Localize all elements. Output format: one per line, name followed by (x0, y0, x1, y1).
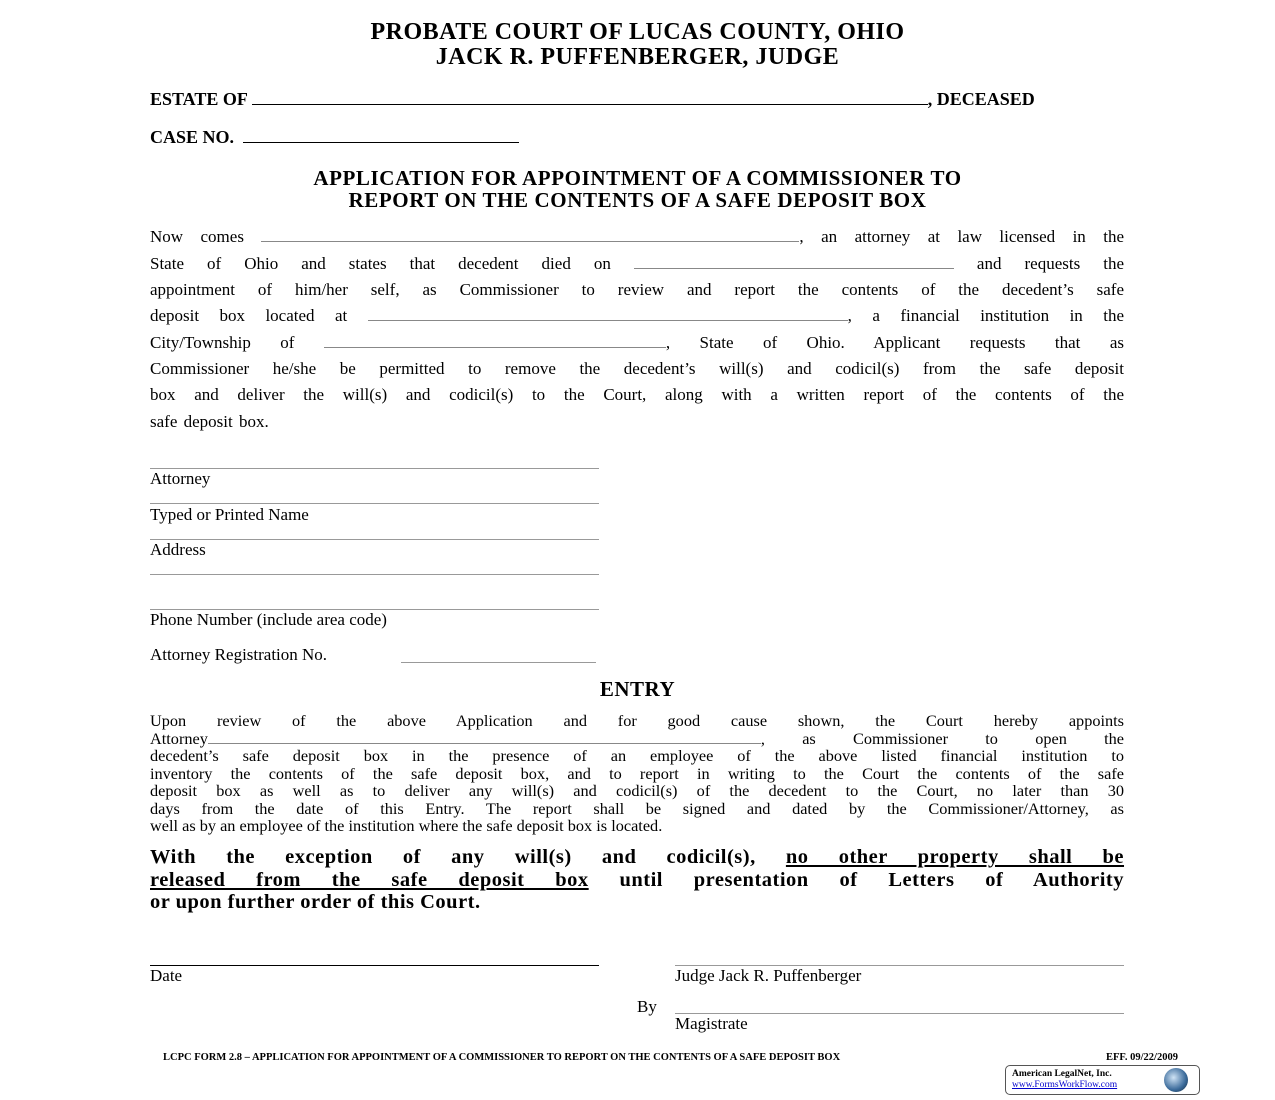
court-name: PROBATE COURT OF LUCAS COUNTY, OHIO (370, 19, 905, 45)
registration-label: Attorney Registration No. (150, 645, 328, 664)
text: deposit box located at (150, 306, 348, 325)
estate-line (150, 89, 1035, 110)
text: City/Township of (150, 333, 295, 352)
attorney-label: Attorney (150, 469, 211, 488)
typed-name-label: Typed or Printed Name (150, 505, 309, 524)
estate-label: ESTATE OF (150, 89, 248, 109)
text: Attorney (150, 729, 208, 748)
address-field[interactable] (150, 539, 599, 540)
attorney-name-field[interactable] (261, 228, 799, 242)
text: released from the safe deposit box (150, 869, 589, 891)
text: , State of Ohio. Applicant requests that as (665, 333, 1124, 352)
text: Now comes (150, 227, 244, 246)
address-label: Address (150, 540, 206, 559)
city-township-field[interactable] (324, 334, 666, 348)
judge-name: JACK R. PUFFENBERGER, JUDGE (435, 44, 840, 70)
registration-field[interactable] (401, 662, 596, 663)
institution-field[interactable] (368, 307, 848, 321)
text: deposit box as well as to deliver any will(s) and codicil(s) of the decedent to the Court, no later than 30 (150, 781, 1124, 800)
phone-label: Phone Number (include area code) (150, 610, 387, 629)
address-field-2[interactable] (150, 574, 599, 575)
date-field[interactable] (150, 965, 599, 966)
form-footer: LCPC FORM 2.8 – APPLICATION FOR APPOINTMENT OF A COMMISSIONER TO REPORT ON THE CONTENTS OF A SAFE DEPOSIT BOX (163, 1052, 841, 1063)
logo-company: American LegalNet, Inc. (1012, 1069, 1112, 1079)
judge-label: Judge Jack R. Puffenberger (675, 966, 862, 985)
commissioner-field[interactable] (208, 730, 761, 744)
text: until presentation of Letters of Authority (619, 869, 1125, 891)
text: or upon further order of this Court. (150, 891, 481, 913)
text: , as Commissioner to open the (760, 729, 1124, 748)
text: and requests the (976, 254, 1124, 273)
form-title-line1: APPLICATION FOR APPOINTMENT OF A COMMISSIONER TO (313, 166, 962, 190)
text: box and deliver the will(s) and codicil(s) to the Court, along with a written report of the contents of the (150, 385, 1124, 404)
case-label: CASE NO. (150, 127, 235, 147)
entry-heading: ENTRY (599, 677, 676, 701)
text: State of Ohio and states that decedent died on (150, 254, 611, 273)
text: safe deposit box. (150, 412, 269, 431)
effective-date: EFF. 09/22/2009 (1106, 1052, 1178, 1063)
by-label: By (637, 997, 657, 1016)
text: decedent’s safe deposit box in the presence of an employee of the above listed financial institution to (150, 746, 1124, 765)
text: , an attorney at law licensed in the (799, 227, 1125, 246)
magistrate-label: Magistrate (675, 1014, 748, 1033)
date-label: Date (150, 966, 183, 985)
text: Upon review of the above Application and for good cause shown, the Court hereby appoints (150, 711, 1124, 730)
attorney-signature-field[interactable] (150, 468, 599, 469)
logo-url[interactable]: www.FormsWorkFlow.com (1012, 1080, 1118, 1090)
text: no other property shall be (785, 846, 1125, 868)
text: inventory the contents of the safe deposit box, and to report in writing to the Court the contents of the safe (150, 764, 1124, 783)
case-line (150, 127, 519, 148)
case-number-field[interactable] (243, 128, 519, 143)
text: Commissioner he/she be permitted to remove the decedent’s will(s) and codicil(s) from the safe deposit (150, 359, 1124, 378)
text: , a financial institution in the (847, 306, 1124, 325)
estate-name-field[interactable] (252, 90, 928, 105)
text: appointment of him/her self, as Commissioner to review and report the contents of the decedent’s safe (150, 280, 1124, 299)
text: With the exception of any will(s) and codicil(s), (150, 846, 756, 868)
deceased-label: , DECEASED (927, 89, 1035, 109)
legalnet-logo[interactable] (1005, 1065, 1200, 1095)
form-title-line2: REPORT ON THE CONTENTS OF A SAFE DEPOSIT BOX (348, 188, 927, 212)
date-of-death-field[interactable] (634, 255, 954, 269)
text: well as by an employee of the institution where the safe deposit box is located. (150, 816, 663, 835)
globe-icon (1164, 1068, 1188, 1092)
typed-name-field[interactable] (150, 503, 599, 504)
text: days from the date of this Entry. The report shall be signed and dated by the Commissioner/Attorney, as (150, 799, 1124, 818)
